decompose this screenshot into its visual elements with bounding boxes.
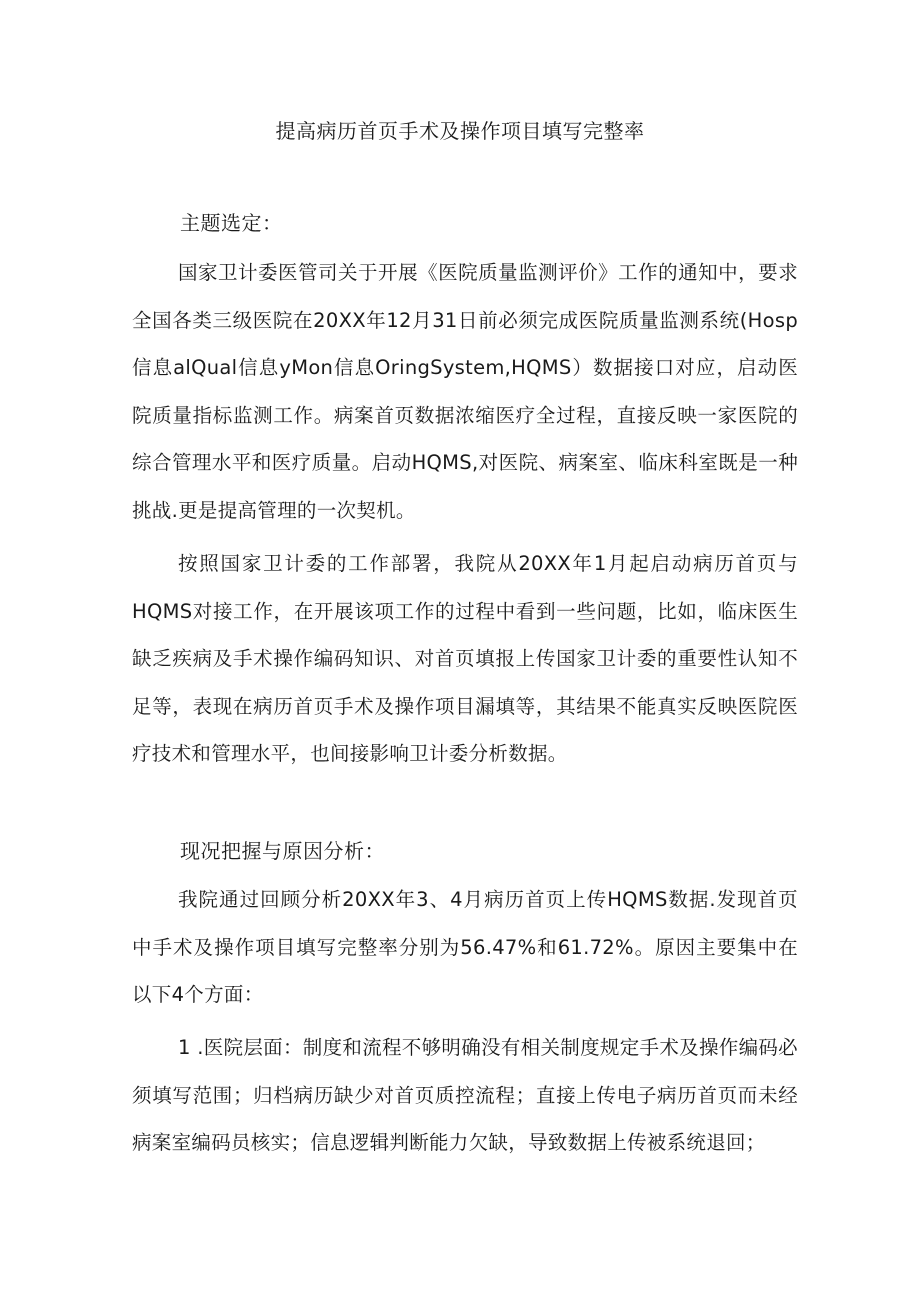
section-heading-topic-selection: 主题选定： xyxy=(180,211,283,235)
paragraph-work-deployment: 按照国家卫计委的工作部署，我院从20XX年1月起启动病历首页与HQMS对接工作，在开展该项工作的过程中看到一些问题，比如，临床医生缺乏疾病及手术操作编码知识、对首页填报上传国家卫计委的重要性认知不足等，表现在病历首页手术及操作项目漏填等，其结果不能真实反映医院医疗技术和管理水平，也间接影响卫计委分析数据。 xyxy=(132,552,798,765)
paragraph-background: 国家卫计委医管司关于开展《医院质量监测评价》工作的通知中，要求全国各类三级医院在20XX年12月31日前必须完成医院质量监测系统(Hosp信息alQual信息yMon信息OringSystem,HQMS）数据接口对应，启动医院质量指标监测工作。病案首页数据浓缩医疗全过程，直接反映一家医院的综合管理水平和医疗质量。启动HQMS,对医院、病案室、临床科室既是一种挑战.更是提高管理的一次契机。 xyxy=(132,261,798,522)
paragraph-hospital-level: 1 .医院层面：制度和流程不够明确没有相关制度规定手术及操作编码必须填写范围；归档病历缺少对首页质控流程；直接上传电子病历首页而未经病案室编码员核实；信息逻辑判断能力欠缺，导致数据上传被系统退回； xyxy=(132,1036,798,1154)
document-title: 提高病历首页手术及操作项目填写完整率 xyxy=(275,119,645,143)
section-heading-status-analysis: 现况把握与原因分析： xyxy=(180,839,385,863)
paragraph-data-review: 我院通过回顾分析20XX年3、4月病历首页上传HQMS数据.发现首页中手术及操作项目填写完整率分别为56.47%和61.72%。原因主要集中在以下4个方面： xyxy=(132,888,798,1006)
